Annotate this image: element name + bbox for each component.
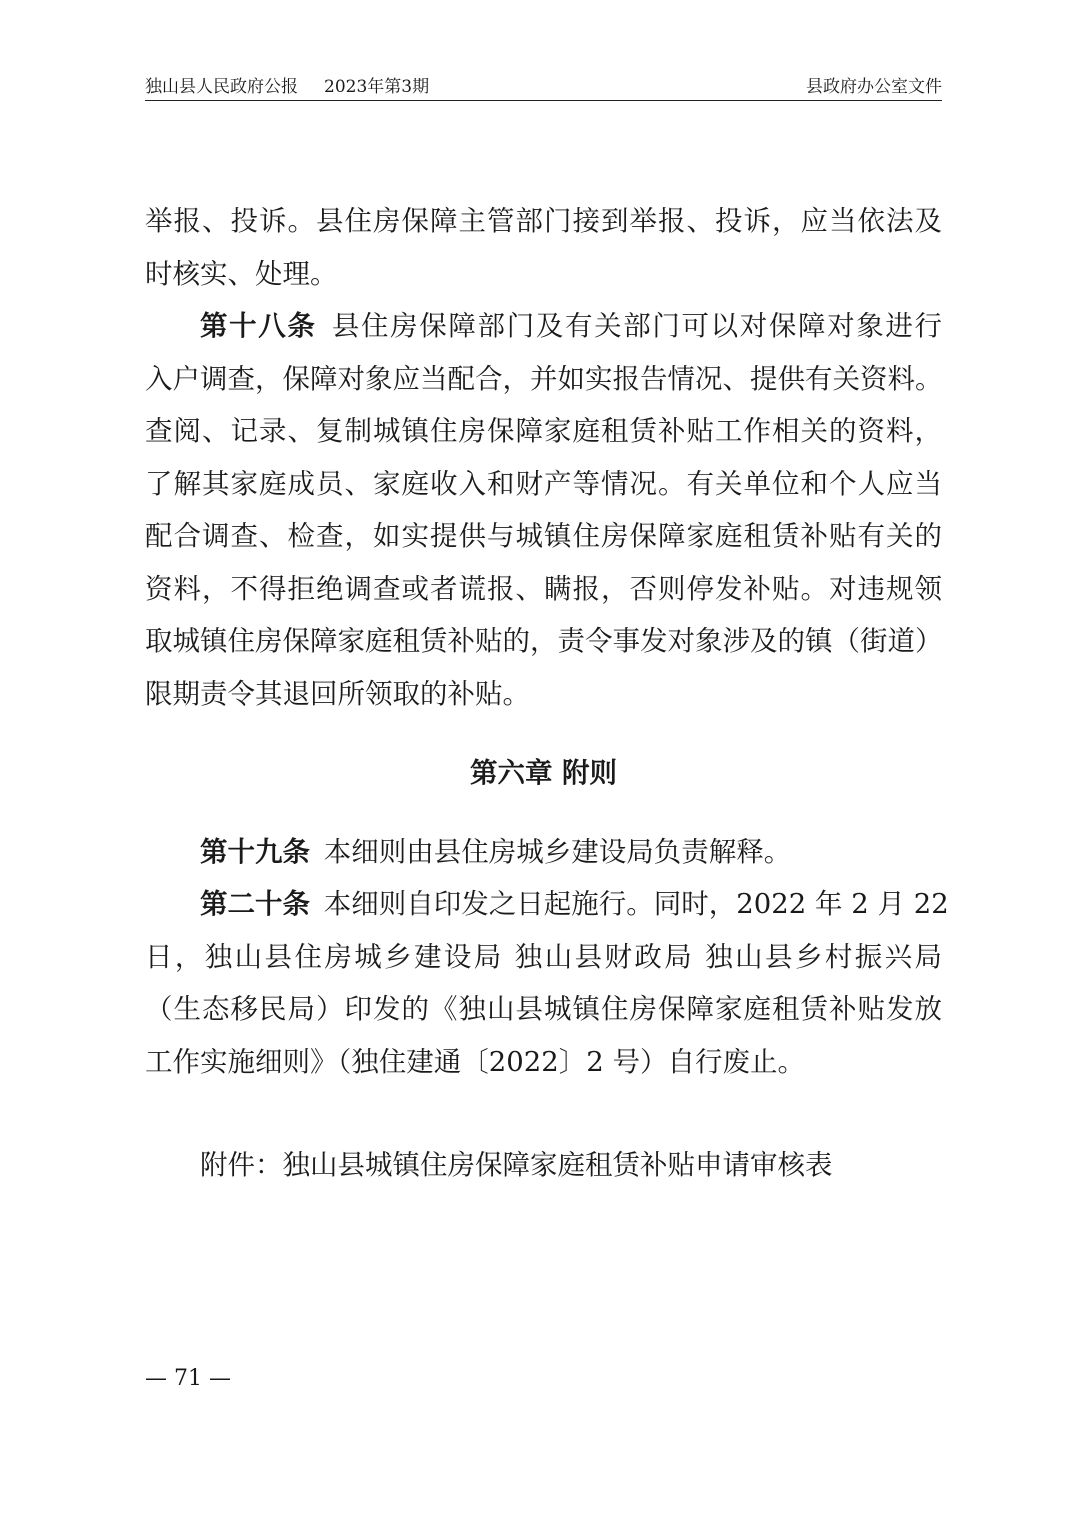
text-line: 取城镇住房保障家庭租赁补贴的，责令事发对象涉及的镇（街道） xyxy=(145,625,943,657)
attachment-note: 附件：独山县城镇住房保障家庭租赁补贴申请审核表 xyxy=(200,1149,833,1181)
text-line: 配合调查、检查，如实提供与城镇住房保障家庭租赁补贴有关的 xyxy=(145,520,942,552)
publication-name: 独山县人民政府公报 xyxy=(145,77,298,97)
text-line: （生态移民局）印发的《独山县城镇住房保障家庭租赁补贴发放 xyxy=(145,993,942,1025)
text-line: 日，独山县住房城乡建设局 独山县财政局 独山县乡村振兴局 xyxy=(145,941,942,973)
article-heading: 第十八条 xyxy=(200,310,317,342)
text-line: 工作实施细则》（独住建通〔2022〕2 号）自行废止。 xyxy=(145,1046,805,1078)
section-name: 县政府办公室文件 xyxy=(806,77,942,97)
text-line: 资料，不得拒绝调查或者谎报、瞒报，否则停发补贴。对违规领 xyxy=(145,573,942,605)
text-line: 举报、投诉。县住房保障主管部门接到举报、投诉，应当依法及 xyxy=(145,205,942,237)
text-line: 时核实、处理。 xyxy=(145,258,338,290)
chapter-heading: 第六章 附则 xyxy=(469,757,618,789)
text-line: 了解其家庭成员、家庭收入和财产等情况。有关单位和个人应当 xyxy=(145,468,942,500)
issue-number: 2023年第3期 xyxy=(324,77,430,97)
text-line: 入户调查，保障对象应当配合，并如实报告情况、提供有关资料。 xyxy=(145,363,943,395)
text-line: 查阅、记录、复制城镇住房保障家庭租赁补贴工作相关的资料， xyxy=(145,415,942,447)
text-line: 限期责令其退回所领取的补贴。 xyxy=(145,678,530,710)
header-divider xyxy=(145,100,942,101)
article-19-line: 第十九条 本细则由县住房城乡建设局负责解释。 xyxy=(200,836,792,868)
header-left xyxy=(145,76,429,98)
article-20-first-line: 第二十条 本细则自印发之日起施行。同时，2022 年 2 月 22 xyxy=(200,888,949,920)
article-18-first-line: 第十八条 县住房保障部门及有关部门可以对保障对象进行 xyxy=(200,310,943,342)
page-number: — 71 — xyxy=(145,1366,231,1391)
article-heading: 第十九条 xyxy=(200,836,310,868)
article-heading: 第二十条 xyxy=(200,888,310,920)
